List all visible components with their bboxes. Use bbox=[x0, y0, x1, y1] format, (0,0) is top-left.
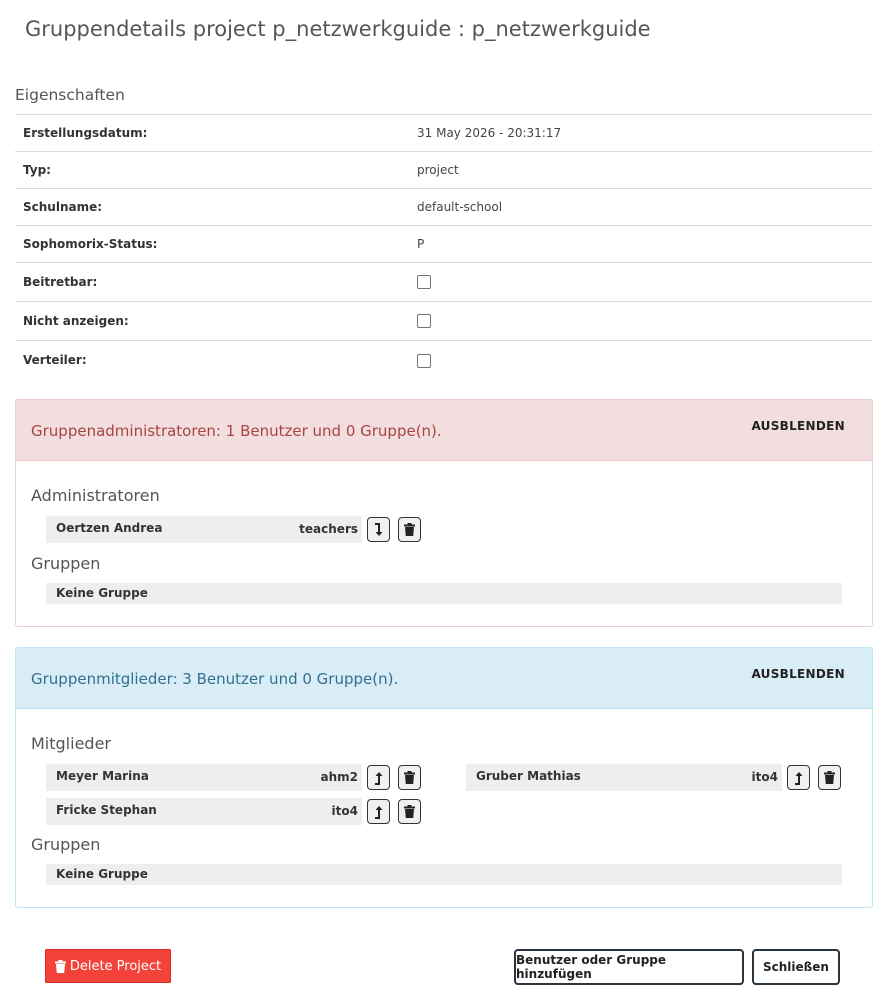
property-label: Sophomorix-Status: bbox=[15, 226, 409, 263]
remove-member-button[interactable] bbox=[398, 799, 421, 824]
user-group: ito4 bbox=[331, 804, 358, 818]
property-value: project bbox=[409, 152, 873, 189]
member-user-chip bbox=[466, 764, 782, 791]
property-label: Beitretbar: bbox=[15, 263, 409, 302]
verteiler-checkbox[interactable] bbox=[417, 354, 431, 368]
member-user-chip bbox=[46, 798, 362, 825]
admins-panel bbox=[15, 399, 873, 627]
property-row bbox=[15, 152, 873, 189]
property-label: Verteiler: bbox=[15, 341, 409, 380]
admin-user-chip bbox=[46, 516, 362, 543]
property-row bbox=[15, 302, 873, 341]
beitretbar-checkbox[interactable] bbox=[417, 275, 431, 289]
admins-panel-title: Gruppenadministratoren: 1 Benutzer und 0 Gruppe(n). bbox=[31, 422, 442, 440]
property-row bbox=[15, 341, 873, 380]
property-value: 31 May 2026 - 20:31:17 bbox=[409, 115, 873, 152]
remove-member-button[interactable] bbox=[818, 765, 841, 790]
members-heading: Mitglieder bbox=[31, 734, 111, 753]
trash-icon bbox=[824, 771, 835, 784]
property-row bbox=[15, 115, 873, 152]
no-group-label: Keine Gruppe bbox=[56, 586, 148, 600]
no-group-placeholder bbox=[46, 864, 842, 885]
property-value: default-school bbox=[409, 189, 873, 226]
no-group-label: Keine Gruppe bbox=[56, 867, 148, 881]
admins-panel-header bbox=[16, 400, 872, 461]
property-label: Nicht anzeigen: bbox=[15, 302, 409, 341]
property-value: P bbox=[409, 226, 873, 263]
admins-hide-button[interactable]: AUSBLENDEN bbox=[751, 419, 845, 433]
members-panel-header bbox=[16, 648, 872, 709]
close-button[interactable]: Schließen bbox=[752, 949, 840, 985]
trash-icon bbox=[404, 805, 415, 818]
user-group: ito4 bbox=[751, 770, 778, 784]
trash-icon bbox=[404, 523, 415, 536]
promote-button[interactable] bbox=[787, 765, 810, 790]
property-label: Typ: bbox=[15, 152, 409, 189]
members-panel-title: Gruppenmitglieder: 3 Benutzer und 0 Gruppe(n). bbox=[31, 670, 399, 688]
user-name: Oertzen Andrea bbox=[56, 521, 163, 535]
user-group: teachers bbox=[299, 522, 358, 536]
member-user-chip bbox=[46, 764, 362, 791]
promote-button[interactable] bbox=[367, 799, 390, 824]
members-hide-button[interactable]: AUSBLENDEN bbox=[751, 667, 845, 681]
administrators-heading: Administratoren bbox=[31, 486, 160, 505]
admin-groups-heading: Gruppen bbox=[31, 554, 101, 573]
page-title: Gruppendetails project p_netzwerkguide : p_netzwerkguide bbox=[25, 17, 651, 41]
add-user-or-group-button[interactable]: Benutzer oder Gruppe hinzufügen bbox=[514, 949, 744, 985]
members-panel bbox=[15, 647, 873, 908]
remove-admin-button[interactable] bbox=[398, 517, 421, 542]
user-group: ahm2 bbox=[320, 770, 358, 784]
property-row bbox=[15, 189, 873, 226]
property-label: Erstellungsdatum: bbox=[15, 115, 409, 152]
user-name: Meyer Marina bbox=[56, 769, 149, 783]
remove-member-button[interactable] bbox=[398, 765, 421, 790]
property-row bbox=[15, 263, 873, 302]
trash-icon bbox=[55, 960, 66, 973]
promote-arrow-up-icon bbox=[374, 771, 384, 785]
trash-icon bbox=[404, 771, 415, 784]
member-groups-heading: Gruppen bbox=[31, 835, 101, 854]
no-group-placeholder bbox=[46, 583, 842, 604]
promote-arrow-up-icon bbox=[794, 771, 804, 785]
promote-arrow-up-icon bbox=[374, 805, 384, 819]
properties-heading: Eigenschaften bbox=[15, 86, 125, 104]
user-name: Fricke Stephan bbox=[56, 803, 157, 817]
delete-project-label: Delete Project bbox=[69, 958, 162, 974]
property-label: Schulname: bbox=[15, 189, 409, 226]
delete-project-button[interactable] bbox=[45, 949, 171, 983]
user-name: Gruber Mathias bbox=[476, 769, 581, 783]
property-row bbox=[15, 226, 873, 263]
properties-table bbox=[15, 114, 873, 380]
demote-button[interactable] bbox=[367, 517, 390, 542]
promote-button[interactable] bbox=[367, 765, 390, 790]
nicht-anzeigen-checkbox[interactable] bbox=[417, 314, 431, 328]
demote-arrow-down-icon bbox=[374, 523, 384, 537]
